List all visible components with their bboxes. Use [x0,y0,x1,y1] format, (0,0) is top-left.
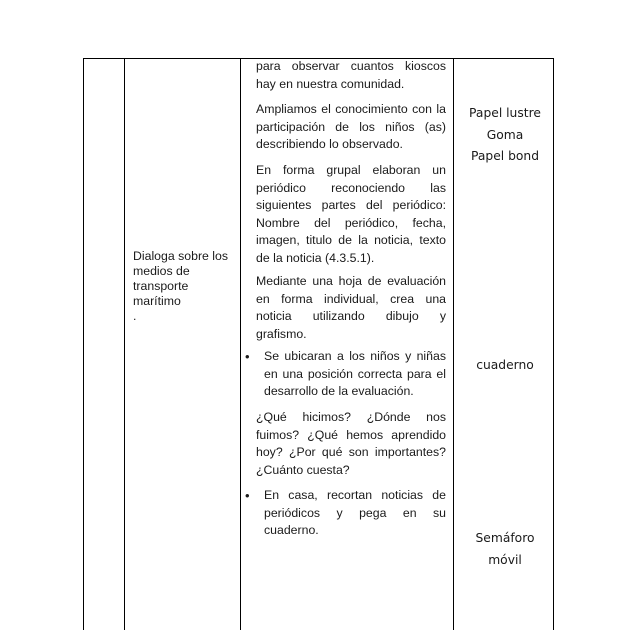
resource-item: móvil [488,552,522,567]
topic-line: . [133,309,137,323]
table-divider-2 [240,58,241,630]
topic-line: transporte [133,279,189,293]
resource-item: cuaderno [476,358,534,372]
activity-paragraph-5: ¿Qué hicimos? ¿Dónde nos fuimos? ¿Qué hemos aprendido hoy? ¿Por qué son importantes? ¿Cuánto cuesta? [256,410,446,477]
resource-item: Papel bond [470,149,540,163]
topic-line: medios de [133,264,190,278]
resources-group-1 [458,103,552,168]
table-divider-3 [453,58,454,630]
topic-line: marítimo [133,294,181,308]
bullet-icon: • [245,488,250,503]
table-divider-1 [124,58,125,630]
activity-paragraph-4: Mediante una hoja de evaluación en forma individual, crea una noticia utilizando dibujo y grafismo. [256,274,446,341]
resources-group-2 [458,355,552,377]
resource-item: Semáforo [475,531,535,545]
bullet-text: Se ubicaran a los niños y niñas en una posición correcta para el desarrollo de la evaluación. [264,349,446,398]
activity-paragraph-1: para observar cuantos kioscos hay en nuestra comunidad. [256,59,446,91]
topic-line: Dialoga sobre los [133,249,229,263]
bullet-icon: • [245,349,250,364]
resource-item: Papel lustre [469,106,541,120]
activity-paragraph-2: Ampliamos el conocimiento con la participación de los niños (as) describiendo lo observado. [256,102,446,151]
topic-cell [133,249,233,324]
table-border-right [553,58,554,630]
bullet-text: En casa, recortan noticias de periódicos y pega en su cuaderno. [264,488,446,537]
resource-item: Goma [486,127,524,142]
table-border-left [83,58,84,630]
resources-group-3 [458,528,552,571]
activity-paragraph-3: En forma grupal elaboran un periódico reconociendo las siguientes partes del periódico: Nombre del periódico, fecha, imagen, titulo de la noticia, texto de la noticia (4.3.5.1). [256,163,446,265]
